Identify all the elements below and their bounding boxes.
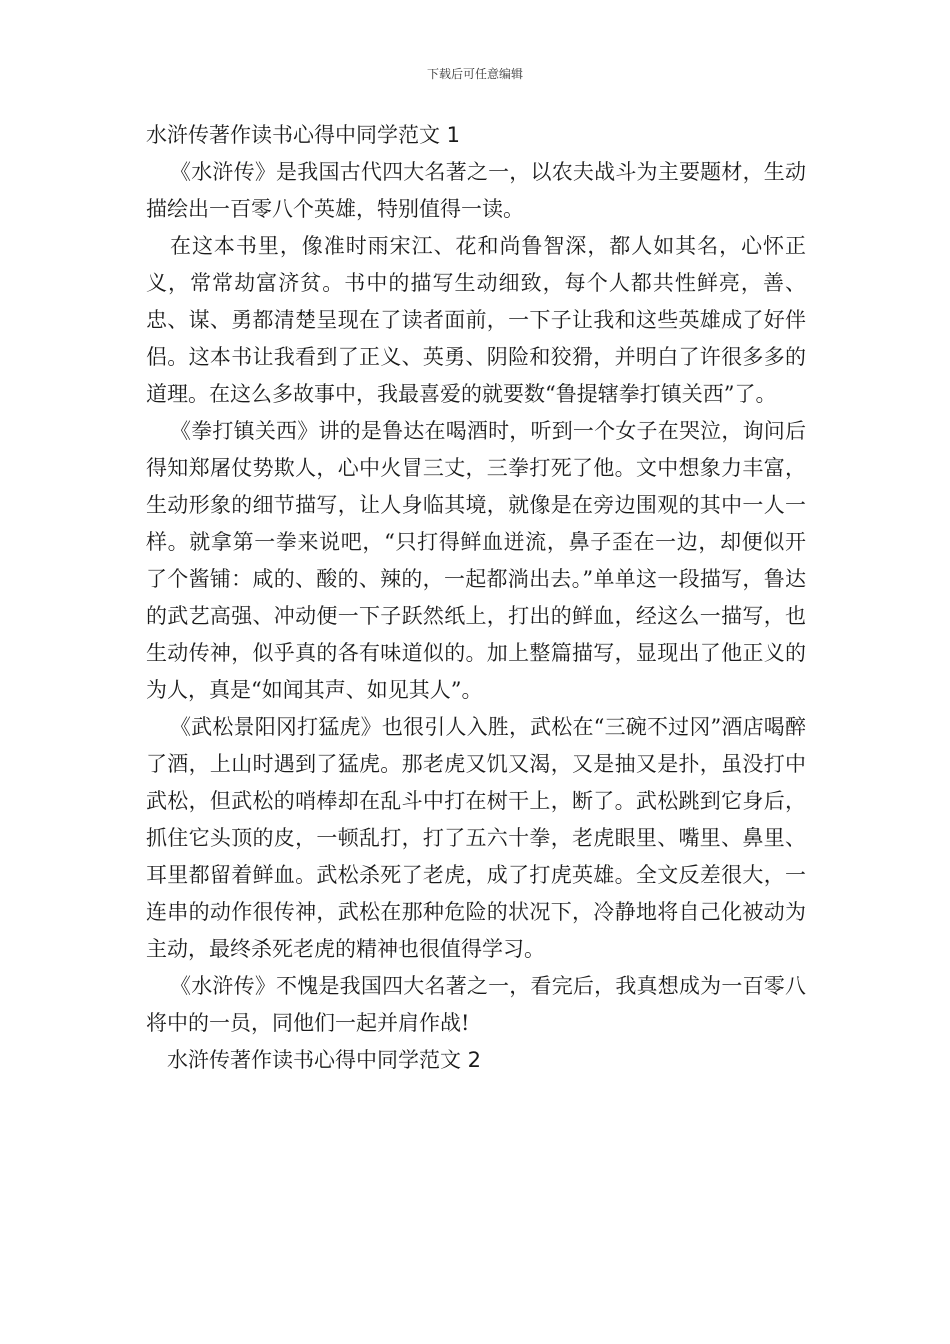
- paragraph-4: 《武松景阳冈打猛虎》也很引人入胜，武松在“三碗不过冈”酒店喝醉了酒，上山时遇到了猛虎。那老虎又饥又渴，又是抽又是扑，虽没打中武松，但武松的哨棒却在乱斗中打在树干上，断了。武松跳到它身后，抓住它头顶的皮，一顿乱打，打了五六十拳，老虎眼里、嘴里、鼻里、耳里都留着鲜血。武松杀死了老虎，成了打虎英雄。全文反差很大，一连串的动作很传神，武松在那种危险的状况下，冷静地将自己化被动为主动，最终杀死老虎的精神也很值得学习。: [146, 715, 806, 961]
- essay-title-2: 水浒传著作读书心得中同学范文 2: [167, 1048, 482, 1072]
- document-body: [146, 117, 806, 1079]
- paragraph-1: 《水浒传》是我国古代四大名著之一，以农夫战斗为主要题材，生动描绘出一百零八个英雄，特别值得一读。: [146, 160, 806, 221]
- paragraph-5: 《水浒传》不愧是我国四大名著之一，看完后，我真想成为一百零八将中的一员，同他们一起并肩作战!: [146, 974, 806, 1035]
- paragraph-2: 在这本书里，像准时雨宋江、花和尚鲁智深，都人如其名，心怀正义，常常劫富济贫。书中的描写生动细致，每个人都共性鲜亮，善、忠、谋、勇都清楚呈现在了读者面前，一下子让我和这些英雄成了好伴侣。这本书让我看到了正义、英勇、阴险和狡猾，并明白了许很多多的道理。在这么多故事中，我最喜爱的就要数“鲁提辖拳打镇关西”了。: [146, 234, 806, 406]
- page-header: 下载后可任意编辑: [426, 67, 523, 81]
- essay-title-1: 水浒传著作读书心得中同学范文 1: [146, 123, 461, 147]
- paragraph-3: 《拳打镇关西》讲的是鲁达在喝酒时，听到一个女子在哭泣，询问后得知郑屠仗势欺人，心中火冒三丈，三拳打死了他。文中想象力丰富，生动形象的细节描写，让人身临其境，就像是在旁边围观的其中一人一样。就拿第一拳来说吧，“只打得鲜血迸流，鼻子歪在一边，却便似开了个酱铺：咸的、酸的、辣的，一起都淌出去。”单单这一段描写，鲁达的武艺高强、冲动便一下子跃然纸上，打出的鲜血，经这么一描写，也生动传神，似乎真的各有味道似的。加上整篇描写，显现出了他正义的为人，真是“如闻其声、如见其人”。: [146, 419, 806, 702]
